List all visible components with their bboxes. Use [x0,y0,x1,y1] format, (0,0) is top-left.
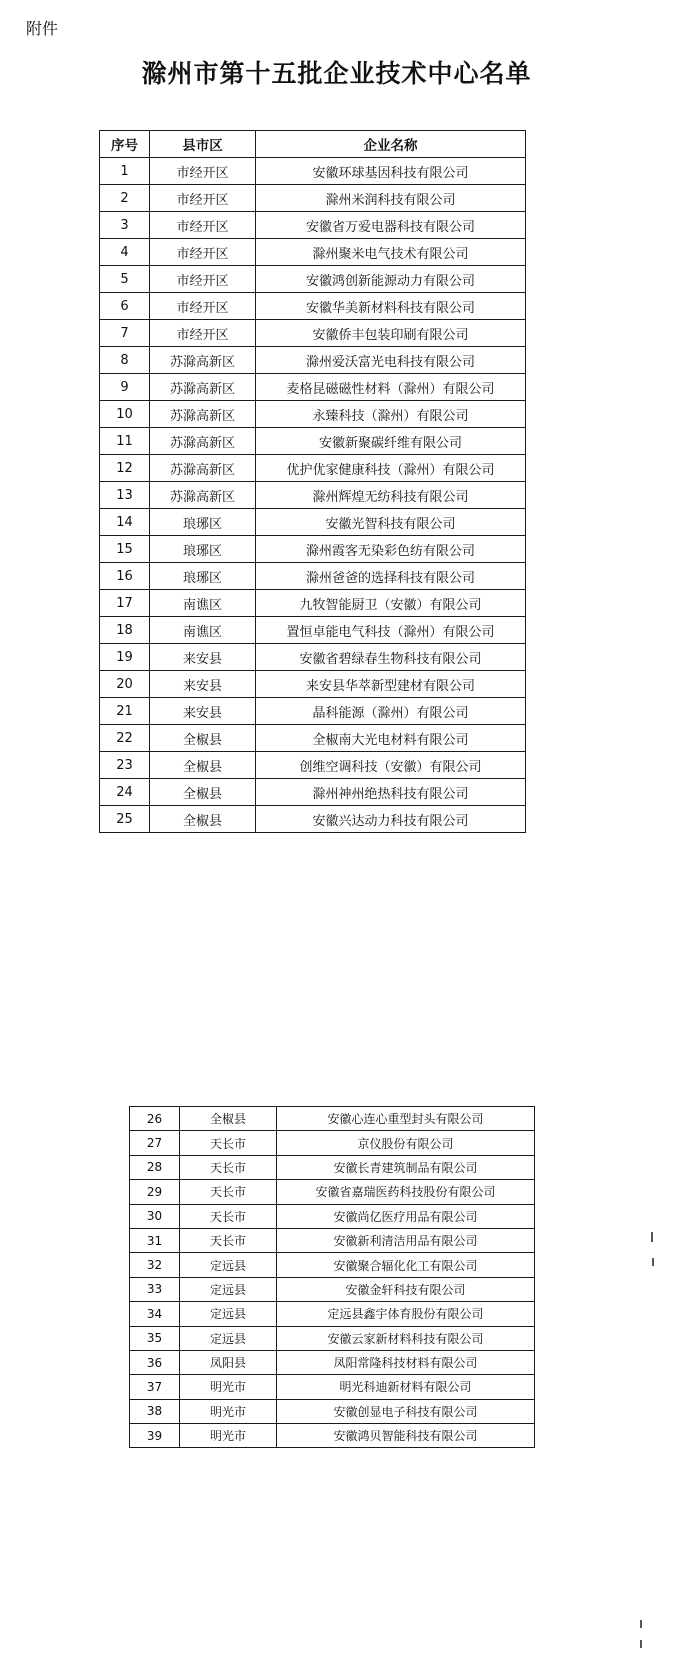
cell-district: 天长市 [180,1228,277,1252]
cell-no: 2 [100,185,150,212]
cell-company: 安徽心连心重型封头有限公司 [277,1107,535,1131]
cell-no: 36 [130,1350,180,1374]
cell-district: 市经开区 [150,158,256,185]
cell-district: 来安县 [150,698,256,725]
cell-company: 安徽长青建筑制品有限公司 [277,1155,535,1179]
cell-no: 18 [100,617,150,644]
scan-mark [652,1258,654,1266]
cell-company: 安徽金轩科技有限公司 [277,1277,535,1301]
table-row [130,1204,535,1228]
cell-company: 滁州辉煌无纺科技有限公司 [256,482,526,509]
cell-no: 28 [130,1155,180,1179]
cell-company: 安徽光智科技有限公司 [256,509,526,536]
cell-no: 30 [130,1204,180,1228]
company-table-part1 [99,130,526,833]
cell-no: 19 [100,644,150,671]
cell-no: 9 [100,374,150,401]
cell-company: 凤阳常隆科技材料有限公司 [277,1350,535,1374]
cell-no: 26 [130,1107,180,1131]
scan-mark [640,1640,642,1648]
cell-company: 安徽聚合辐化化工有限公司 [277,1253,535,1277]
cell-district: 市经开区 [150,212,256,239]
cell-no: 23 [100,752,150,779]
cell-company: 全椒南大光电材料有限公司 [256,725,526,752]
cell-no: 15 [100,536,150,563]
table-row [130,1375,535,1399]
cell-district: 明光市 [180,1424,277,1448]
cell-district: 市经开区 [150,320,256,347]
table-row [130,1131,535,1155]
cell-no: 11 [100,428,150,455]
header-no: 序号 [100,131,150,158]
cell-company: 滁州聚米电气技术有限公司 [256,239,526,266]
cell-company: 来安县华萃新型建材有限公司 [256,671,526,698]
cell-company: 安徽省碧绿春生物科技有限公司 [256,644,526,671]
table-row [100,725,526,752]
cell-no: 16 [100,563,150,590]
cell-district: 全椒县 [150,725,256,752]
table-row [100,293,526,320]
cell-district: 市经开区 [150,293,256,320]
header-district: 县市区 [150,131,256,158]
table-row [130,1326,535,1350]
cell-district: 琅琊区 [150,509,256,536]
cell-district: 定远县 [180,1253,277,1277]
cell-district: 南谯区 [150,617,256,644]
cell-no: 33 [130,1277,180,1301]
cell-no: 25 [100,806,150,833]
scan-mark [640,1620,642,1628]
cell-district: 苏滁高新区 [150,374,256,401]
cell-district: 天长市 [180,1131,277,1155]
table-row [100,239,526,266]
cell-no: 8 [100,347,150,374]
table-row [100,158,526,185]
cell-company: 安徽尚亿医疗用品有限公司 [277,1204,535,1228]
cell-company: 安徽侨丰包装印刷有限公司 [256,320,526,347]
table-row [130,1424,535,1448]
cell-no: 5 [100,266,150,293]
cell-company: 滁州爸爸的选择科技有限公司 [256,563,526,590]
cell-district: 明光市 [180,1375,277,1399]
page-title: 滁州市第十五批企业技术中心名单 [141,59,532,88]
cell-district: 市经开区 [150,185,256,212]
cell-district: 天长市 [180,1204,277,1228]
cell-no: 37 [130,1375,180,1399]
cell-company: 创维空调科技（安徽）有限公司 [256,752,526,779]
table-row [130,1228,535,1252]
cell-company: 滁州米润科技有限公司 [256,185,526,212]
scan-mark [651,1232,653,1242]
table-row [100,212,526,239]
table-row [130,1350,535,1374]
cell-no: 6 [100,293,150,320]
cell-district: 天长市 [180,1155,277,1179]
table-row [100,509,526,536]
cell-company: 优护优家健康科技（滁州）有限公司 [256,455,526,482]
cell-no: 21 [100,698,150,725]
table-row [100,266,526,293]
table-row [100,617,526,644]
cell-company: 定远县鑫宇体育股份有限公司 [277,1302,535,1326]
cell-company: 九牧智能厨卫（安徽）有限公司 [256,590,526,617]
cell-company: 安徽新利清洁用品有限公司 [277,1228,535,1252]
cell-company: 滁州霞客无染彩色纺有限公司 [256,536,526,563]
table-header-row [100,131,526,158]
table-row [100,563,526,590]
cell-no: 31 [130,1228,180,1252]
table-row [130,1399,535,1423]
cell-district: 苏滁高新区 [150,401,256,428]
cell-no: 24 [100,779,150,806]
cell-company: 滁州爱沃富光电科技有限公司 [256,347,526,374]
table-row [100,320,526,347]
table-row [100,428,526,455]
table-row [100,671,526,698]
cell-company: 明光科迪新材料有限公司 [277,1375,535,1399]
table-row [100,374,526,401]
cell-no: 35 [130,1326,180,1350]
table-row [130,1107,535,1131]
cell-company: 置恒卓能电气科技（滁州）有限公司 [256,617,526,644]
table-row [100,482,526,509]
table-row [100,698,526,725]
cell-no: 29 [130,1180,180,1204]
cell-district: 琅琊区 [150,563,256,590]
cell-company: 安徽省嘉瑞医药科技股份有限公司 [277,1180,535,1204]
cell-district: 市经开区 [150,266,256,293]
table-row [130,1155,535,1179]
header-company: 企业名称 [256,131,526,158]
table-row [100,779,526,806]
cell-no: 38 [130,1399,180,1423]
table-row [100,347,526,374]
cell-district: 定远县 [180,1277,277,1301]
cell-district: 定远县 [180,1326,277,1350]
table-row [100,455,526,482]
table-row [100,590,526,617]
cell-district: 定远县 [180,1302,277,1326]
table-row [130,1302,535,1326]
cell-company: 滁州神州绝热科技有限公司 [256,779,526,806]
cell-district: 明光市 [180,1399,277,1423]
cell-district: 琅琊区 [150,536,256,563]
cell-no: 3 [100,212,150,239]
cell-district: 来安县 [150,644,256,671]
cell-no: 22 [100,725,150,752]
cell-company: 安徽华美新材料科技有限公司 [256,293,526,320]
table-row [130,1253,535,1277]
cell-district: 凤阳县 [180,1350,277,1374]
cell-company: 永臻科技（滁州）有限公司 [256,401,526,428]
cell-company: 安徽环球基因科技有限公司 [256,158,526,185]
table-row [130,1277,535,1301]
cell-no: 14 [100,509,150,536]
cell-company: 晶科能源（滁州）有限公司 [256,698,526,725]
table-row [100,644,526,671]
cell-district: 苏滁高新区 [150,347,256,374]
cell-no: 1 [100,158,150,185]
cell-no: 20 [100,671,150,698]
cell-district: 全椒县 [150,779,256,806]
cell-no: 17 [100,590,150,617]
cell-company: 安徽云家新材料科技有限公司 [277,1326,535,1350]
cell-company: 京仪股份有限公司 [277,1131,535,1155]
cell-district: 市经开区 [150,239,256,266]
cell-district: 来安县 [150,671,256,698]
cell-no: 27 [130,1131,180,1155]
table-row [100,401,526,428]
cell-district: 苏滁高新区 [150,482,256,509]
cell-company: 安徽新聚碳纤维有限公司 [256,428,526,455]
cell-company: 安徽创显电子科技有限公司 [277,1399,535,1423]
cell-company: 安徽兴达动力科技有限公司 [256,806,526,833]
company-table-part2 [129,1106,535,1448]
table-row [100,185,526,212]
cell-no: 10 [100,401,150,428]
cell-district: 全椒县 [150,752,256,779]
cell-district: 全椒县 [150,806,256,833]
table-row [100,806,526,833]
cell-no: 4 [100,239,150,266]
cell-district: 苏滁高新区 [150,455,256,482]
table-row [100,752,526,779]
table-row [100,536,526,563]
cell-no: 32 [130,1253,180,1277]
cell-district: 南谯区 [150,590,256,617]
cell-company: 安徽省万爱电器科技有限公司 [256,212,526,239]
cell-company: 安徽鸿创新能源动力有限公司 [256,266,526,293]
cell-district: 苏滁高新区 [150,428,256,455]
cell-no: 7 [100,320,150,347]
attachment-label: 附件 [26,19,59,38]
cell-company: 麦格昆磁磁性材料（滁州）有限公司 [256,374,526,401]
cell-district: 天长市 [180,1180,277,1204]
cell-no: 39 [130,1424,180,1448]
cell-no: 13 [100,482,150,509]
cell-no: 12 [100,455,150,482]
table-row [130,1180,535,1204]
cell-company: 安徽鸿贝智能科技有限公司 [277,1424,535,1448]
cell-no: 34 [130,1302,180,1326]
cell-district: 全椒县 [180,1107,277,1131]
